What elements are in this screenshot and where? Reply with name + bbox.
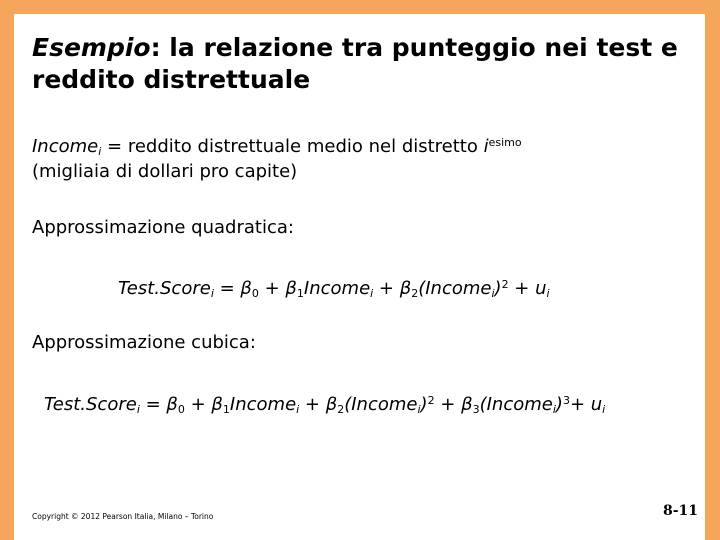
ceq-income2-sub: i <box>417 403 421 416</box>
eq-income2-sup: 2 <box>501 278 509 291</box>
ceq-income2-close: ) <box>420 394 428 415</box>
ceq-beta3: + β <box>434 394 473 415</box>
ceq-error: + u <box>569 394 603 415</box>
eq-income2-sub: i <box>491 287 495 300</box>
eq-income2-close: ) <box>494 278 502 299</box>
definition-sup: esimo <box>488 136 522 149</box>
ceq-error-sub: i <box>602 403 606 416</box>
eq-error: + u <box>508 278 547 299</box>
eq-beta2-sub: 2 <box>411 287 419 300</box>
definition-text: = reddito distrettuale medio nel distretto <box>101 136 484 157</box>
eq-lhs-sub: i <box>210 287 214 300</box>
ceq-beta1: + β <box>184 394 223 415</box>
copyright-footer: Copyright © 2012 Pearson Italia, Milano – Torino <box>32 512 214 521</box>
ceq-income3: (Income <box>479 394 553 415</box>
eq-beta1-sub: 1 <box>296 287 304 300</box>
ceq-income3-sup: 3 <box>562 394 570 407</box>
ceq-beta2: + β <box>299 394 338 415</box>
title-italic: Esempio <box>32 33 151 62</box>
eq-error-sub: i <box>546 287 550 300</box>
eq-lhs: Test.Score <box>118 278 211 299</box>
eq-income2: (Income <box>418 278 492 299</box>
income-var: Income <box>32 136 99 157</box>
ceq-income3-sub: i <box>552 403 556 416</box>
ceq-beta1-sub: 1 <box>222 403 230 416</box>
ceq-beta3-sub: 3 <box>472 403 480 416</box>
income-sub: i <box>98 145 102 158</box>
ceq-beta0: = β <box>139 394 178 415</box>
quadratic-heading: Approssimazione quadratica: <box>32 217 294 238</box>
quadratic-equation <box>118 272 550 307</box>
definition-units: (migliaia di dollari pro capite) <box>32 161 298 182</box>
ceq-income3-close: ) <box>555 394 563 415</box>
title-rest: : la relazione tra punteggio nei test e reddito distrettuale <box>32 33 678 94</box>
ceq-income: Income <box>229 394 297 415</box>
ceq-income2: (Income <box>344 394 418 415</box>
page-number: 8-11 <box>663 503 699 519</box>
eq-beta0: = β <box>213 278 252 299</box>
eq-income: Income <box>303 278 371 299</box>
eq-beta0-sub: 0 <box>251 287 259 300</box>
ceq-beta0-sub: 0 <box>177 403 185 416</box>
cubic-equation <box>44 388 605 423</box>
ceq-income2-sup: 2 <box>427 394 435 407</box>
definition-index: i <box>483 136 489 157</box>
cubic-heading: Approssimazione cubica: <box>32 332 256 353</box>
ceq-lhs-sub: i <box>136 403 140 416</box>
eq-income-sub: i <box>370 287 374 300</box>
eq-beta1: + β <box>258 278 297 299</box>
ceq-lhs: Test.Score <box>44 394 137 415</box>
eq-beta2: + β <box>373 278 412 299</box>
slide <box>14 14 705 540</box>
ceq-income-sub: i <box>296 403 300 416</box>
slide-title <box>32 32 692 96</box>
ceq-beta2-sub: 2 <box>337 403 345 416</box>
